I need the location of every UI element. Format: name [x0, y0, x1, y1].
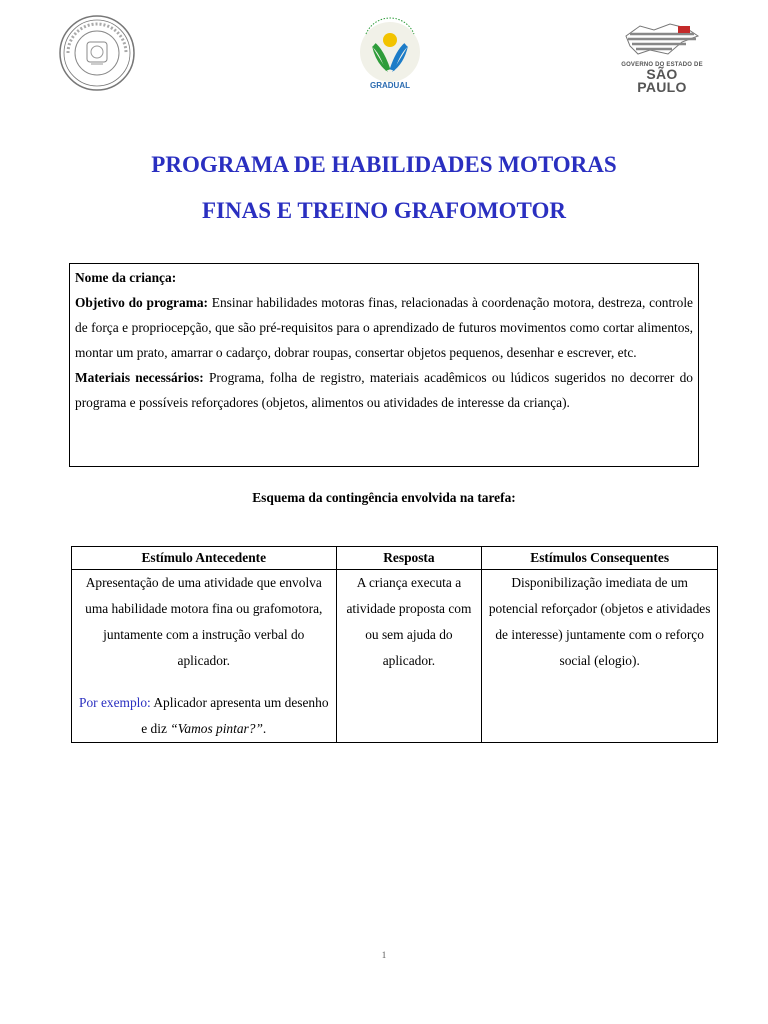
- program-title-line2: FINAS E TREINO GRAFOMOTOR: [201, 198, 566, 223]
- contingency-scheme-title: Esquema da contingência envolvida na tarefa:: [252, 490, 516, 505]
- objective-label: Objetivo do programa:: [75, 295, 209, 310]
- government-logo-big: SÃO PAULO: [637, 66, 687, 95]
- consequent-cell: [482, 570, 718, 743]
- example-body: Aplicador apresenta um desenho e diz: [141, 695, 329, 736]
- table-row: [72, 570, 718, 743]
- consequent-text: Disponibilização imediata de um potencial reforçador (objetos e atividades de interesse) juntamente com o reforço social (elogio).: [488, 575, 711, 668]
- table-header-row: [72, 547, 718, 570]
- antecedent-text: Apresentação de uma atividade que envolva uma habilidade motora fina ou grafomotora, juntamente com a instrução verbal do aplicador.: [85, 575, 323, 668]
- materials-paragraph: [75, 365, 693, 415]
- program-info-box: [69, 263, 699, 467]
- contingency-table: [71, 546, 718, 743]
- header-response: Resposta: [336, 547, 482, 570]
- government-logo-small: GOVERNO DO ESTADO DE: [621, 62, 703, 68]
- example-end: .: [262, 721, 267, 736]
- example-text: [76, 690, 332, 742]
- materials-label: Materiais necessários:: [75, 370, 204, 385]
- child-name-row: [75, 265, 693, 290]
- gradual-logo: [348, 12, 432, 96]
- header-antecedent: Estímulo Antecedente: [72, 547, 337, 570]
- antecedent-cell: [72, 570, 337, 743]
- page-number: 1: [381, 950, 387, 960]
- example-lead: Por exemplo:: [79, 695, 151, 710]
- example-quote: “Vamos pintar?”: [170, 721, 263, 736]
- gradual-logo-text: GRADUAL: [370, 81, 410, 90]
- header-consequent: Estímulos Consequentes: [482, 547, 718, 570]
- child-name-label: Nome da criança:: [75, 270, 177, 285]
- materials-text: Programa, folha de registro, materiais acadêmicos ou lúdicos sugeridos no decorrer do programa e possíveis reforçadores (objetos, alimentos ou atividades de interesse da criança).: [75, 370, 693, 410]
- government-logo-text: [620, 62, 704, 94]
- program-title-line1: PROGRAMA DE HABILIDADES MOTORAS: [151, 152, 617, 177]
- objective-paragraph: [75, 290, 693, 365]
- response-text: A criança executa a atividade proposta com ou sem ajuda do aplicador.: [346, 575, 472, 668]
- antecedent-spacer: [76, 674, 332, 690]
- objective-text: Ensinar habilidades motoras finas, relacionadas à coordenação motora, destreza, controle de força e propriocepção, que são pré-requisitos para o aprendizado de futuros movimentos como cortar alimentos, montar um prato, amarrar o cadarço, dobrar roupas, consertar objetos pequenos, desenhar e escrever, etc.: [75, 295, 693, 360]
- response-cell: [336, 570, 482, 743]
- santa-casa-seal-logo: [58, 14, 136, 92]
